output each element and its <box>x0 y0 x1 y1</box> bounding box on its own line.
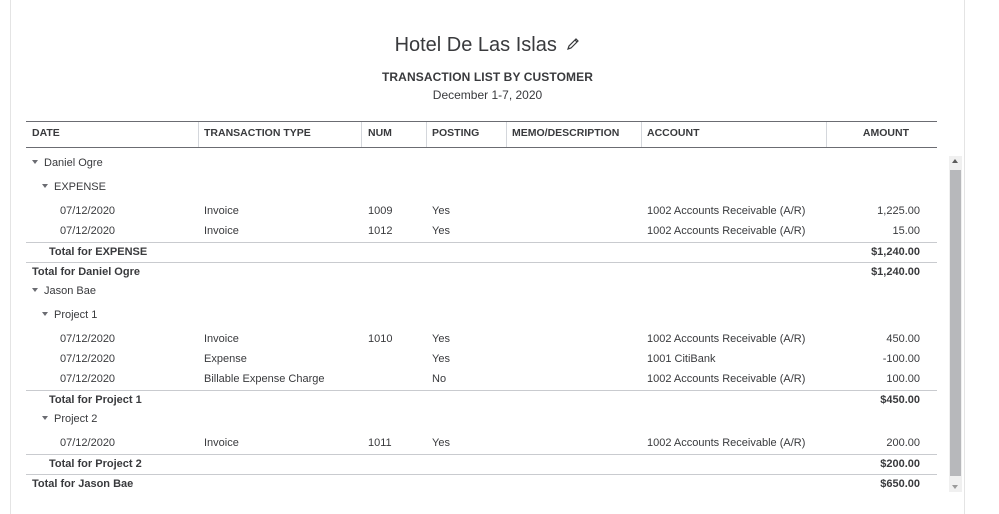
transaction-row[interactable] <box>26 202 937 222</box>
transaction-row[interactable] <box>26 222 937 242</box>
group-toggle[interactable] <box>42 413 97 425</box>
cell-date: 07/12/2020 <box>60 225 116 237</box>
table-header <box>26 121 937 148</box>
total-amount: $650.00 <box>880 478 920 490</box>
total-row <box>26 454 937 475</box>
cell-posting: Yes <box>432 353 450 365</box>
cell-amount[interactable]: 200.00 <box>886 437 920 449</box>
cell-posting: Yes <box>432 333 450 345</box>
total-amount: $200.00 <box>880 458 920 470</box>
group-label: Project 2 <box>54 413 98 425</box>
cell-date: 07/12/2020 <box>60 373 116 385</box>
scroll-down-arrow-icon[interactable] <box>952 485 958 489</box>
cell-type[interactable]: Billable Expense Charge <box>204 373 325 385</box>
cell-account: 1001 CitiBank <box>647 353 716 365</box>
cell-num: 1011 <box>368 437 392 449</box>
cell-posting: No <box>432 373 447 385</box>
cell-account: 1002 Accounts Receivable (A/R) <box>647 373 806 385</box>
total-row <box>26 390 937 411</box>
group-label: Project 1 <box>54 309 98 321</box>
caret-down-icon[interactable] <box>32 288 38 292</box>
cell-type[interactable]: Invoice <box>204 225 239 237</box>
group-toggle[interactable] <box>42 181 106 193</box>
total-amount: $1,240.00 <box>871 266 920 278</box>
cell-amount[interactable]: 450.00 <box>886 333 920 345</box>
report-page <box>10 0 965 514</box>
column-header-amount[interactable]: AMOUNT <box>862 127 909 139</box>
vertical-scrollbar[interactable] <box>949 156 962 492</box>
cell-num: 1012 <box>368 225 393 237</box>
cell-type[interactable]: Invoice <box>204 437 239 449</box>
column-header-date[interactable]: DATE <box>32 127 60 139</box>
group-label: Jason Bae <box>44 285 96 297</box>
total-row <box>26 242 937 263</box>
cell-date: 07/12/2020 <box>60 333 116 345</box>
cell-date: 07/12/2020 <box>60 437 116 449</box>
caret-down-icon[interactable] <box>42 312 48 316</box>
customer-group-row <box>26 154 937 174</box>
transaction-row[interactable] <box>26 434 937 454</box>
cell-amount[interactable]: 15.00 <box>892 225 920 237</box>
report-title: TRANSACTION LIST BY CUSTOMER <box>381 70 594 84</box>
total-label: Total for Project 1 <box>49 394 142 406</box>
transaction-row[interactable] <box>26 330 937 350</box>
cell-amount[interactable]: -100.00 <box>882 353 920 365</box>
total-amount: $450.00 <box>880 394 920 406</box>
column-header-num[interactable]: NUM <box>368 127 392 139</box>
group-toggle[interactable] <box>32 157 103 169</box>
cell-date: 07/12/2020 <box>60 205 116 217</box>
cell-amount[interactable]: 1,225.00 <box>877 205 920 217</box>
cell-posting: Yes <box>432 437 450 449</box>
total-label: Total for Jason Bae <box>32 478 134 490</box>
cell-amount[interactable]: 100.00 <box>886 373 920 385</box>
total-label: Total for EXPENSE <box>49 246 148 258</box>
cell-type[interactable]: Invoice <box>204 205 239 217</box>
cell-type[interactable]: Expense <box>204 353 247 365</box>
total-row <box>26 474 937 495</box>
cell-posting: Yes <box>432 225 450 237</box>
customer-group-row <box>26 282 937 302</box>
column-header-transaction-type[interactable]: TRANSACTION TYPE <box>204 127 311 139</box>
report-date-range: December 1-7, 2020 <box>432 88 543 102</box>
cell-account: 1002 Accounts Receivable (A/R) <box>647 437 806 449</box>
column-header-account[interactable]: ACCOUNT <box>647 127 700 139</box>
transaction-row[interactable] <box>26 350 937 370</box>
column-header-memo[interactable]: MEMO/DESCRIPTION <box>512 127 620 139</box>
caret-down-icon[interactable] <box>42 184 48 188</box>
cell-account: 1002 Accounts Receivable (A/R) <box>647 205 806 217</box>
scrollbar-thumb[interactable] <box>950 170 961 476</box>
cell-posting: Yes <box>432 205 450 217</box>
total-row <box>26 262 937 283</box>
subgroup-row <box>26 306 937 326</box>
scroll-up-arrow-icon[interactable] <box>952 159 958 163</box>
caret-down-icon[interactable] <box>42 416 48 420</box>
total-label: Total for Daniel Ogre <box>32 266 140 278</box>
group-toggle[interactable] <box>32 285 96 297</box>
group-toggle[interactable] <box>42 309 97 321</box>
transaction-row[interactable] <box>26 370 937 390</box>
cell-account: 1002 Accounts Receivable (A/R) <box>647 333 806 345</box>
company-name[interactable] <box>11 34 964 57</box>
cell-date: 07/12/2020 <box>60 353 116 365</box>
subgroup-row <box>26 178 937 198</box>
column-header-posting[interactable]: POSTING <box>432 127 480 139</box>
cell-type[interactable]: Invoice <box>204 333 239 345</box>
group-label: EXPENSE <box>54 181 106 193</box>
cell-num: 1010 <box>368 333 393 345</box>
report-rows <box>26 146 937 502</box>
total-label: Total for Project 2 <box>49 458 142 470</box>
company-name-text: Hotel De Las Islas <box>394 34 557 56</box>
total-amount: $1,240.00 <box>871 246 920 258</box>
caret-down-icon[interactable] <box>32 160 38 164</box>
group-label: Daniel Ogre <box>44 157 103 169</box>
subgroup-row <box>26 410 937 430</box>
pencil-edit-icon[interactable] <box>566 34 580 57</box>
cell-num: 1009 <box>368 205 393 217</box>
cell-account: 1002 Accounts Receivable (A/R) <box>647 225 806 237</box>
